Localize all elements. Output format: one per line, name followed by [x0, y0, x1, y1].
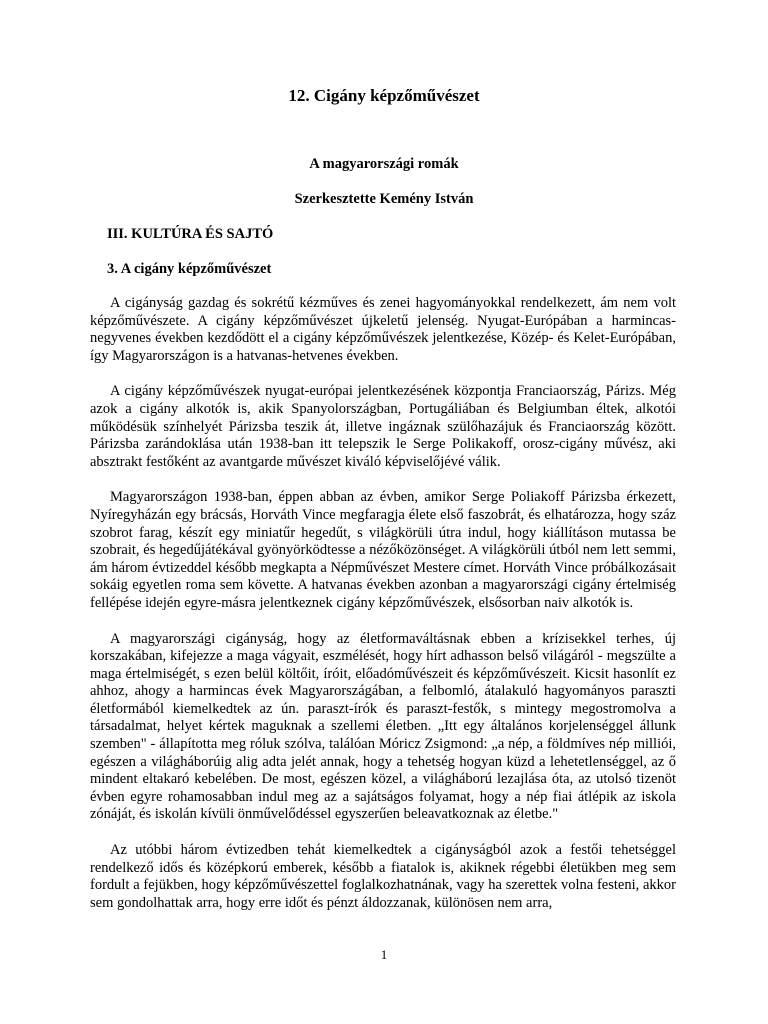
subsection-heading: 3. A cigány képzőművészet — [107, 261, 272, 277]
page-number: 1 — [380, 947, 388, 962]
paragraph: A cigányság gazdag és sokrétű kézműves és zenei hagyományokkal rendelkezett, ám nem volt képzőművészete. A cigány képzőművészet újkeletű jelenség. Nyugat-Európában a harmincas-negyvenes években kezdődött el a cigány képzőművészek jelentkezése, Közép- és Kelet-Európában, így Magyarországon is a hatvanas-hetvenes években. — [90, 295, 676, 364]
section-heading: III. KULTÚRA ÉS SAJTÓ — [107, 226, 274, 242]
paragraph: Az utóbbi három évtizedben tehát kiemelkedtek a cigányságból azok a festői tehetséggel rendelkező idős és középkorú emberek, később a fiatalok is, akiknek régebbi életükben meg sem fordult a fejükben, hogy képzőművészettel foglalkozhatnának, vagy ha szerettek volna festeni, akkor sem gondolhattak arra, hogy erre időt és pénzt áldozzanak, különösen nem arra, — [90, 842, 676, 911]
book-title: A magyarországi romák — [309, 156, 459, 172]
paragraph: A cigány képzőművészek nyugat-európai jelentkezésének központja Franciaország, Párizs. Még azok a cigány alkotók is, akik Spanyolországban, Portugáliában és Belgiumban éltek, alkotói működésük színhelyét Párizsba teszik át, illetve ingáznak szülőhazájuk és Franciaország között. Párizsba zarándoklása után 1938-ban itt telepszik le Serge Polikakoff, orosz-cigány művész, aki absztrakt festőként az avantgarde művészet kiváló képviselőjévé válik. — [90, 383, 676, 470]
page-title: 12. Cigány képzőművészet — [288, 86, 480, 105]
editor-line: Szerkesztette Kemény István — [294, 191, 474, 207]
paragraph: Magyarországon 1938-ban, éppen abban az évben, amikor Serge Poliakoff Párizsba érkezett, Nyíregyházán egy brácsás, Horváth Vince megfaragja élete első faszobrát, és elhatározza, hogy száz szobrot farag, készít egy miniatűr hegedűt, s világkörüli útra indul, hogy kiállításon mutassa be szobrait, és hegedűjátékával gyönyörködtesse a nézőközönséget. A világkörüli útból nem lett semmi, ám három évtizeddel később megkapta a Népművészet Mestere címet. Horváth Vince próbálkozásait sokáig egyetlen roma sem követte. A hatvanas években azonban a magyarországi cigány értelmiség fellépése idején egyre-másra jelentkeznek cigány képzőművészek, elsősorban naiv alkotók is. — [90, 489, 676, 611]
body-text — [90, 295, 676, 930]
paragraph: A magyarországi cigányság, hogy az életformaváltásnak ebben a krízisekkel terhes, új korszakában, kifejezze a maga vágyait, eszmélését, hogy hírt adhasson belső világáról - megszülte a maga értelmiségét, s ezen belül költőit, íróit, előadóművészeit és képzőművészeit. Kicsit hasonlít ez ahhoz, ahogy a harmincas évek Magyarországában, a felbomló, átalakuló hagyományos paraszti életformából kiemelkedtek az ún. paraszt-írók és paraszt-festők, s mintegy megostromolva a társadalmat, helyet kértek maguknak a szellemi életben. „Itt egy általános korjelenséggel állunk szemben" - állapította meg róluk szólva, találóan Móricz Zsigmond: „a nép, a földmíves nép milliói, egészen a világháborúig alig adta jelét annak, hogy a tehetség hogyan küzd a lehetetlenséggel, az ő mindent eltakaró kebelében. De most, egészen közel, a világháború lezajlása óta, az utolsó tizenöt évben egyre rohamosabban indul meg az a sajátságos folyamat, hogy a nép fiai átlépik az iskola zónáját, és iskolán kívüli önművelődéssel egyszerűen beleavatkoznak az életbe." — [90, 630, 676, 823]
